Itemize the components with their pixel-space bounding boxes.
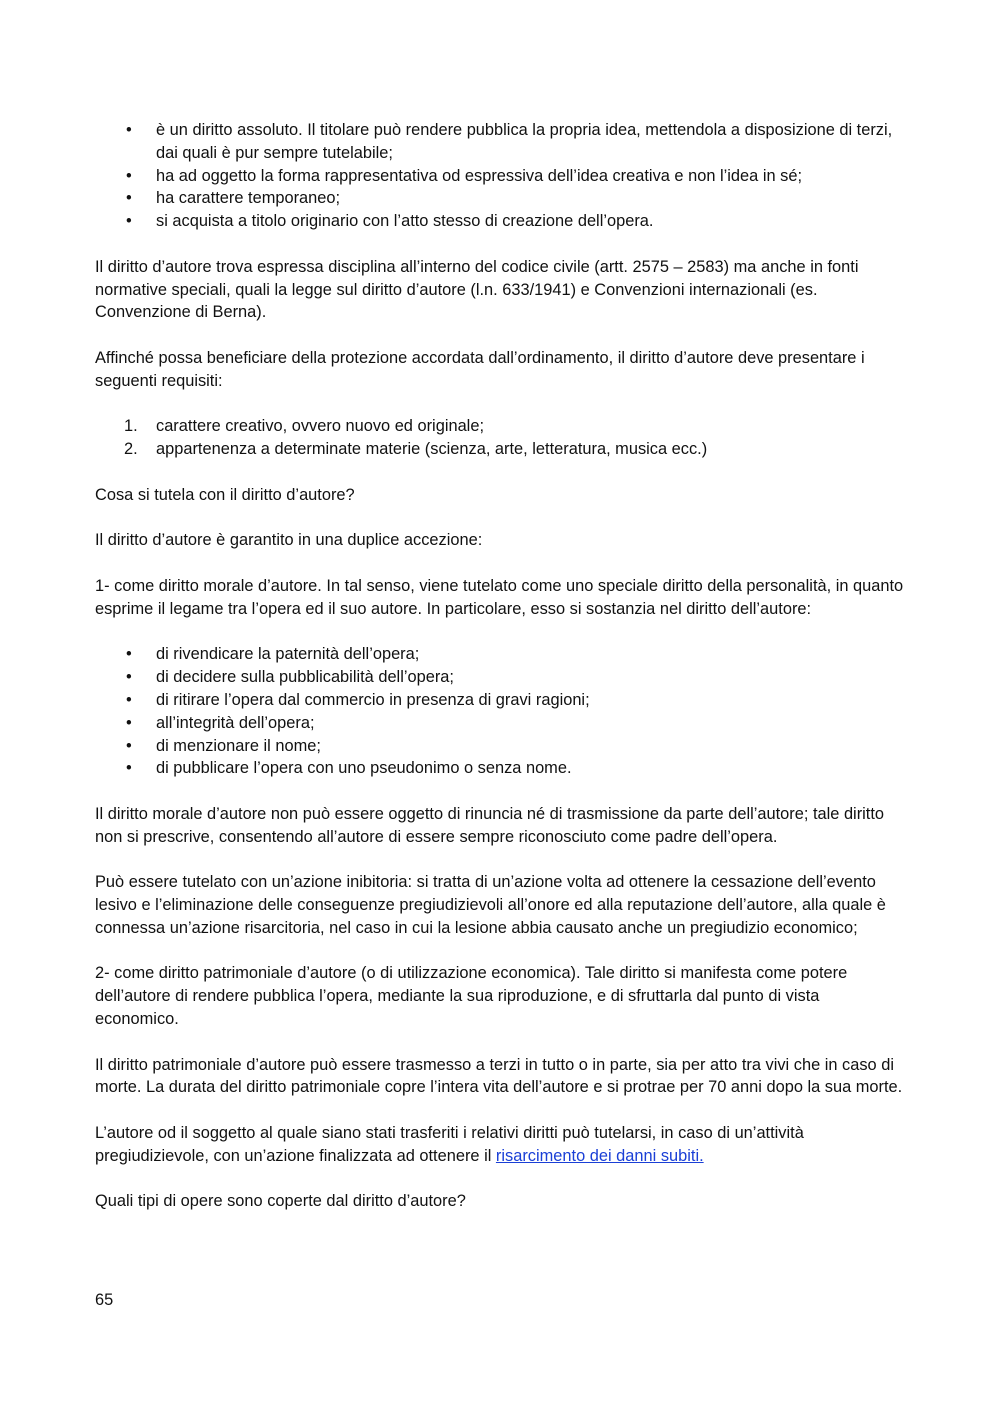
list-item xyxy=(95,210,904,233)
list-item-text: ha carattere temporaneo; xyxy=(156,189,341,208)
list-item xyxy=(95,165,904,188)
paragraph-moral-right-limits: Il diritto morale d’autore non può essere oggetto di rinuncia né di trasmissione da parte dell’autore; tale diritto non si prescrive, consentendo all’autore di essere sempre riconosciuto come padre dell’opera. xyxy=(95,804,885,846)
list-item-text: di ritirare l’opera dal commercio in presenza di gravi ragioni; xyxy=(156,690,590,709)
list-number: 1. xyxy=(124,417,138,436)
page-number: 65 xyxy=(95,1291,114,1309)
list-item-text: di rivendicare la paternità dell’opera; xyxy=(156,645,420,664)
list-item xyxy=(95,119,904,165)
bullet-marker: • xyxy=(126,189,132,208)
list-item xyxy=(95,643,904,666)
list-item xyxy=(95,187,904,210)
list-item xyxy=(95,689,904,712)
list-item-text: ha ad oggetto la forma rappresentativa od espressiva dell’idea creativa e non l’idea in sé; xyxy=(156,166,803,185)
paragraph-requirements-intro: Affinché possa beneficiare della protezione accordata dall’ordinamento, il diritto d’autore deve presentare i seguenti requisiti: xyxy=(95,348,865,390)
paragraph-text: L’autore od il soggetto al quale siano stati trasferiti i relativi diritti può tutelarsi, in caso di un’attività pregiudizievole, con un’azione finalizzata ad ottenere il xyxy=(95,1124,804,1165)
list-item-text: è un diritto assoluto. Il titolare può rendere pubblica la propria idea, mettendola a disposizione di terzi, dai quali è pur sempre tutelabile; xyxy=(156,121,893,162)
bullet-marker: • xyxy=(126,713,132,732)
bullet-marker: • xyxy=(126,668,132,687)
list-item-text: appartenenza a determinate materie (scienza, arte, letteratura, musica ecc.) xyxy=(156,440,708,459)
list-item xyxy=(95,735,904,758)
list-item xyxy=(95,438,904,461)
paragraph-transmission: Il diritto patrimoniale d’autore può essere trasmesso a terzi in tutto o in parte, sia per atto tra vivi che in caso di morte. La durata del diritto patrimoniale copre l’intera vita dell’autore e si protrae per 70 anni dopo la sua morte. xyxy=(95,1055,903,1097)
list-item-text: carattere creativo, ovvero nuovo ed originale; xyxy=(156,417,484,436)
list-item-text: si acquista a titolo originario con l’atto stesso di creazione dell’opera. xyxy=(156,212,654,231)
list-item xyxy=(95,757,904,780)
list-item-text: di menzionare il nome; xyxy=(156,736,321,755)
paragraph-injunction: Può essere tutelato con un’azione inibitoria: si tratta di un’azione volta ad ottenere la cessazione dell’evento lesivo e l’eliminazione delle conseguenze pregiudizievoli all’onore ed alla reputazione dell’autore, alla quale è connessa un’azione risarcitoria, nel caso in cui la lesione abbia causato anche un pregiudizio economico; xyxy=(95,873,886,937)
bullet-marker: • xyxy=(126,645,132,664)
list-item xyxy=(95,712,904,735)
question-heading: Cosa si tutela con il diritto d’autore? xyxy=(95,485,355,504)
paragraph-protection xyxy=(95,1122,904,1168)
list-item-text: di pubblicare l’opera con uno pseudonimo o senza nome. xyxy=(156,759,572,778)
bullet-marker: • xyxy=(126,690,132,709)
list-item-text: all’integrità dell’opera; xyxy=(156,713,315,732)
bullet-marker: • xyxy=(126,212,132,231)
paragraph-moral-right: 1- come diritto morale d’autore. In tal senso, viene tutelato come uno speciale diritto della personalità, in quanto esprime il legame tra l’opera ed il suo autore. In particolare, esso si sostanzia nel diritto dell’autore: xyxy=(95,576,904,618)
bullet-marker: • xyxy=(126,759,132,778)
question-heading-works: Quali tipi di opere sono coperte dal diritto d’autore? xyxy=(95,1192,466,1211)
bullet-marker: • xyxy=(126,736,132,755)
paragraph-patrimonial-right: 2- come diritto patrimoniale d’autore (o di utilizzazione economica). Tale diritto si manifesta come potere dell’autore di rendere pubblica l’opera, mediante la sua riproduzione, e di sfruttarla dal punto di vista economico. xyxy=(95,964,848,1029)
characteristics-list xyxy=(95,119,904,233)
moral-rights-list xyxy=(95,643,904,780)
list-item xyxy=(95,666,904,689)
list-number: 2. xyxy=(124,440,138,459)
list-item xyxy=(95,415,904,438)
requirements-list xyxy=(95,415,904,461)
bullet-marker: • xyxy=(126,166,132,185)
paragraph-duplice: Il diritto d’autore è garantito in una duplice accezione: xyxy=(95,531,483,550)
list-item-text: di decidere sulla pubblicabilità dell’opera; xyxy=(156,668,454,687)
bullet-marker: • xyxy=(126,121,132,139)
paragraph-discipline: Il diritto d’autore trova espressa disciplina all’interno del codice civile (artt. 2575 – 2583) ma anche in fonti normative speciali, quali la legge sul diritto d’autore (l.n. 633/1941) e Convenzioni internazionali (es. Convenzione di Berna). xyxy=(95,257,859,322)
damages-link[interactable]: risarcimento dei danni subiti. xyxy=(495,1146,704,1165)
